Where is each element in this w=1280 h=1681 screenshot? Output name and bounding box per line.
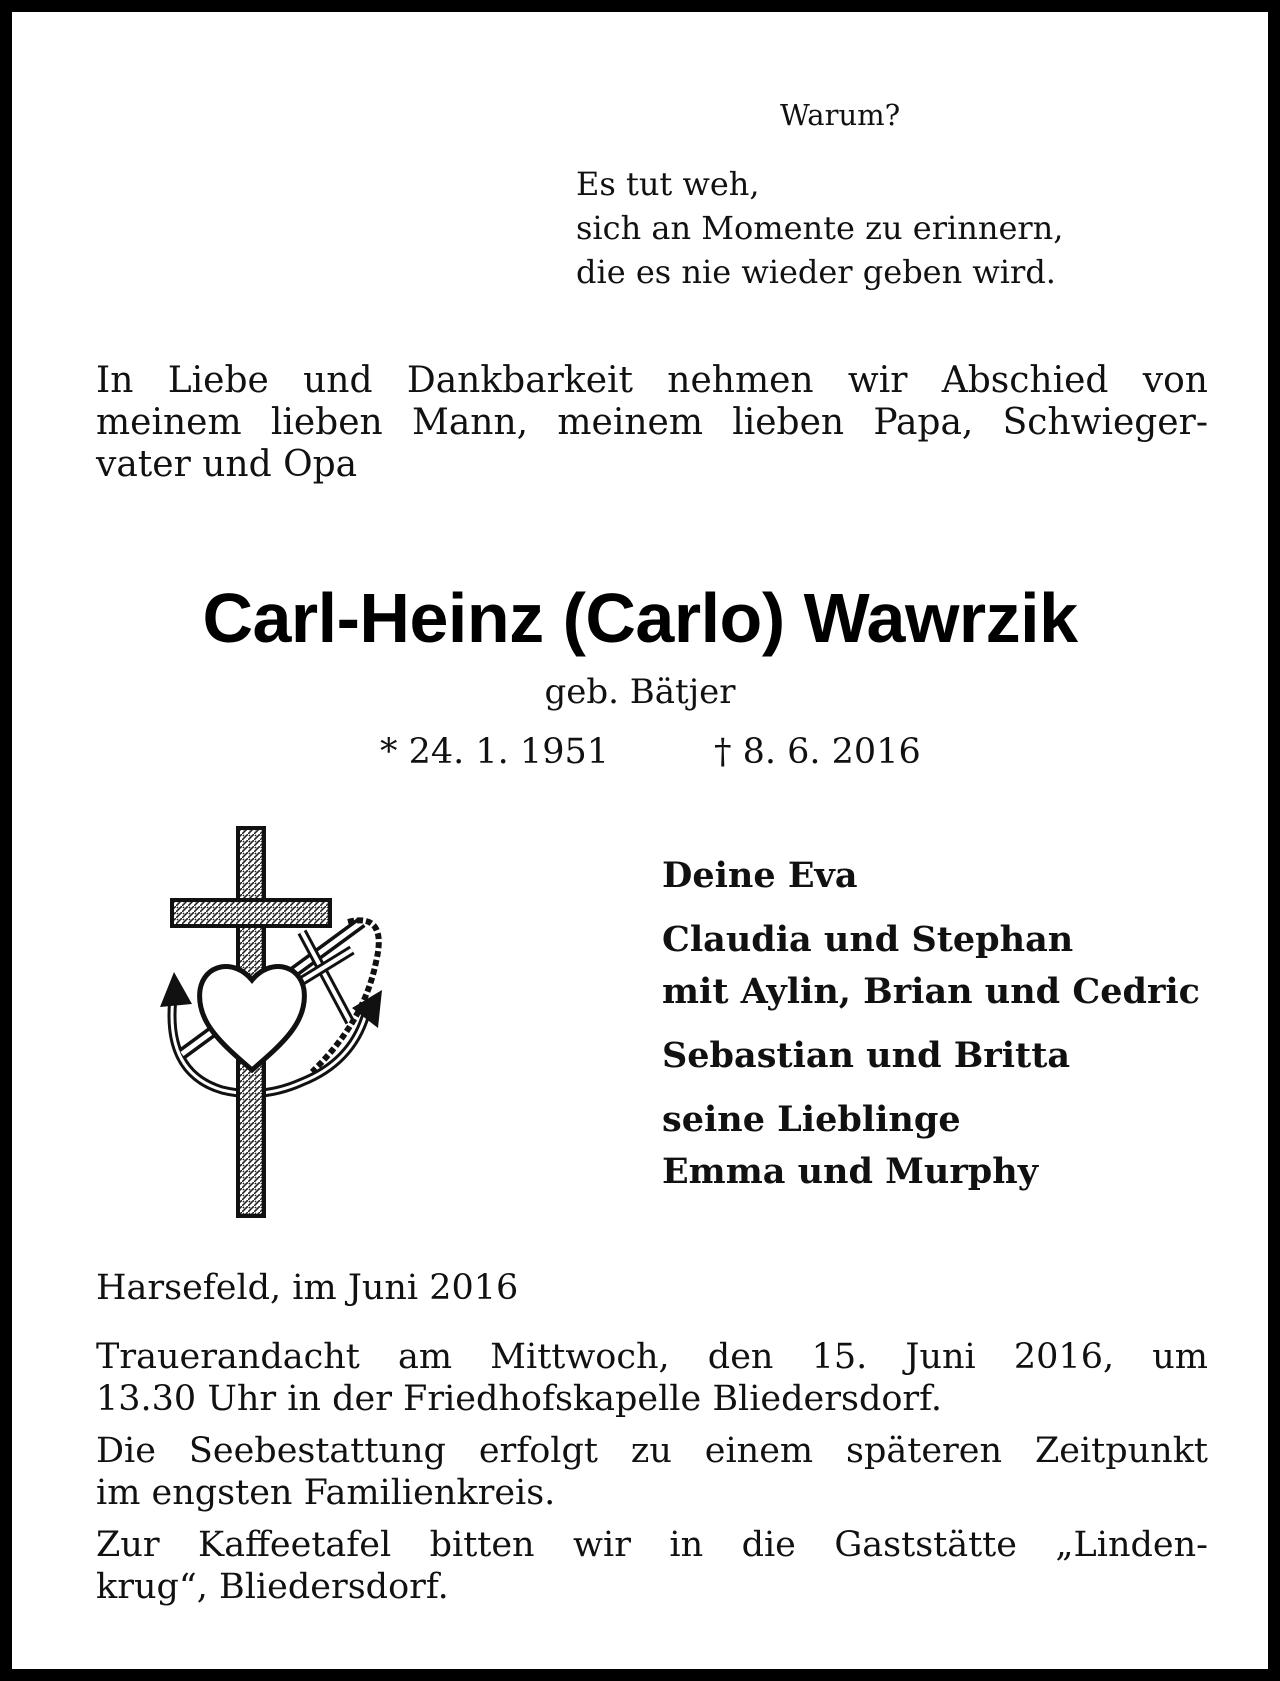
deceased-name: Carl-Heinz (Carlo) Wawrzik bbox=[202, 579, 1078, 657]
motto-line: sich an Momente zu erinnern, bbox=[576, 209, 1064, 247]
motto-title: Warum? bbox=[780, 98, 901, 132]
service-line: Trauerandacht am Mittwoch, den 15. Juni 2016, um bbox=[96, 1337, 1208, 1377]
mourner-line: Deine Eva bbox=[662, 855, 858, 896]
reception-info bbox=[96, 1524, 1208, 1608]
service-info bbox=[96, 1336, 1208, 1420]
mourners-list bbox=[662, 850, 1200, 1210]
mourner-group bbox=[662, 914, 1200, 1018]
motto-line: die es nie wieder geben wird. bbox=[576, 253, 1056, 291]
burial-info bbox=[96, 1430, 1208, 1514]
mourner-group bbox=[662, 1030, 1200, 1082]
reception-line: Zur Kaffeetafel bitten wir in die Gaststätte „Linden- bbox=[96, 1525, 1208, 1565]
motto-verse bbox=[576, 162, 1063, 294]
burial-line: Die Seebestattung erfolgt zu einem späteren Zeitpunkt bbox=[96, 1431, 1208, 1471]
mourner-line: Sebastian und Britta bbox=[662, 1035, 1071, 1076]
mourner-line: mit Aylin, Brian und Cedric bbox=[662, 971, 1200, 1012]
reception-line: krug“, Bliedersdorf. bbox=[96, 1567, 449, 1607]
mourner-line: seine Lieblinge bbox=[662, 1099, 961, 1140]
birth-name: geb. Bätjer bbox=[544, 672, 736, 712]
farewell-line: In Liebe und Dankbarkeit nehmen wir Abschied von bbox=[96, 360, 1208, 401]
motto-line: Es tut weh, bbox=[576, 165, 760, 203]
cross-anchor-heart-icon bbox=[152, 822, 392, 1222]
mourner-line: Emma und Murphy bbox=[662, 1151, 1039, 1192]
death-date: † 8. 6. 2016 bbox=[714, 732, 921, 772]
mourner-group bbox=[662, 1094, 1200, 1198]
burial-line: im engsten Familienkreis. bbox=[96, 1473, 556, 1513]
birth-date: * 24. 1. 1951 bbox=[380, 732, 610, 772]
farewell-line: vater und Opa bbox=[96, 444, 358, 485]
farewell-text bbox=[96, 360, 1208, 486]
place-date: Harsefeld, im Juni 2016 bbox=[96, 1268, 519, 1308]
mourner-group bbox=[662, 850, 1200, 902]
mourner-line: Claudia und Stephan bbox=[662, 919, 1074, 960]
service-line: 13.30 Uhr in der Friedhofskapelle Bliedersdorf. bbox=[96, 1379, 942, 1419]
farewell-line: meinem lieben Mann, meinem lieben Papa, Schwieger- bbox=[96, 402, 1208, 443]
